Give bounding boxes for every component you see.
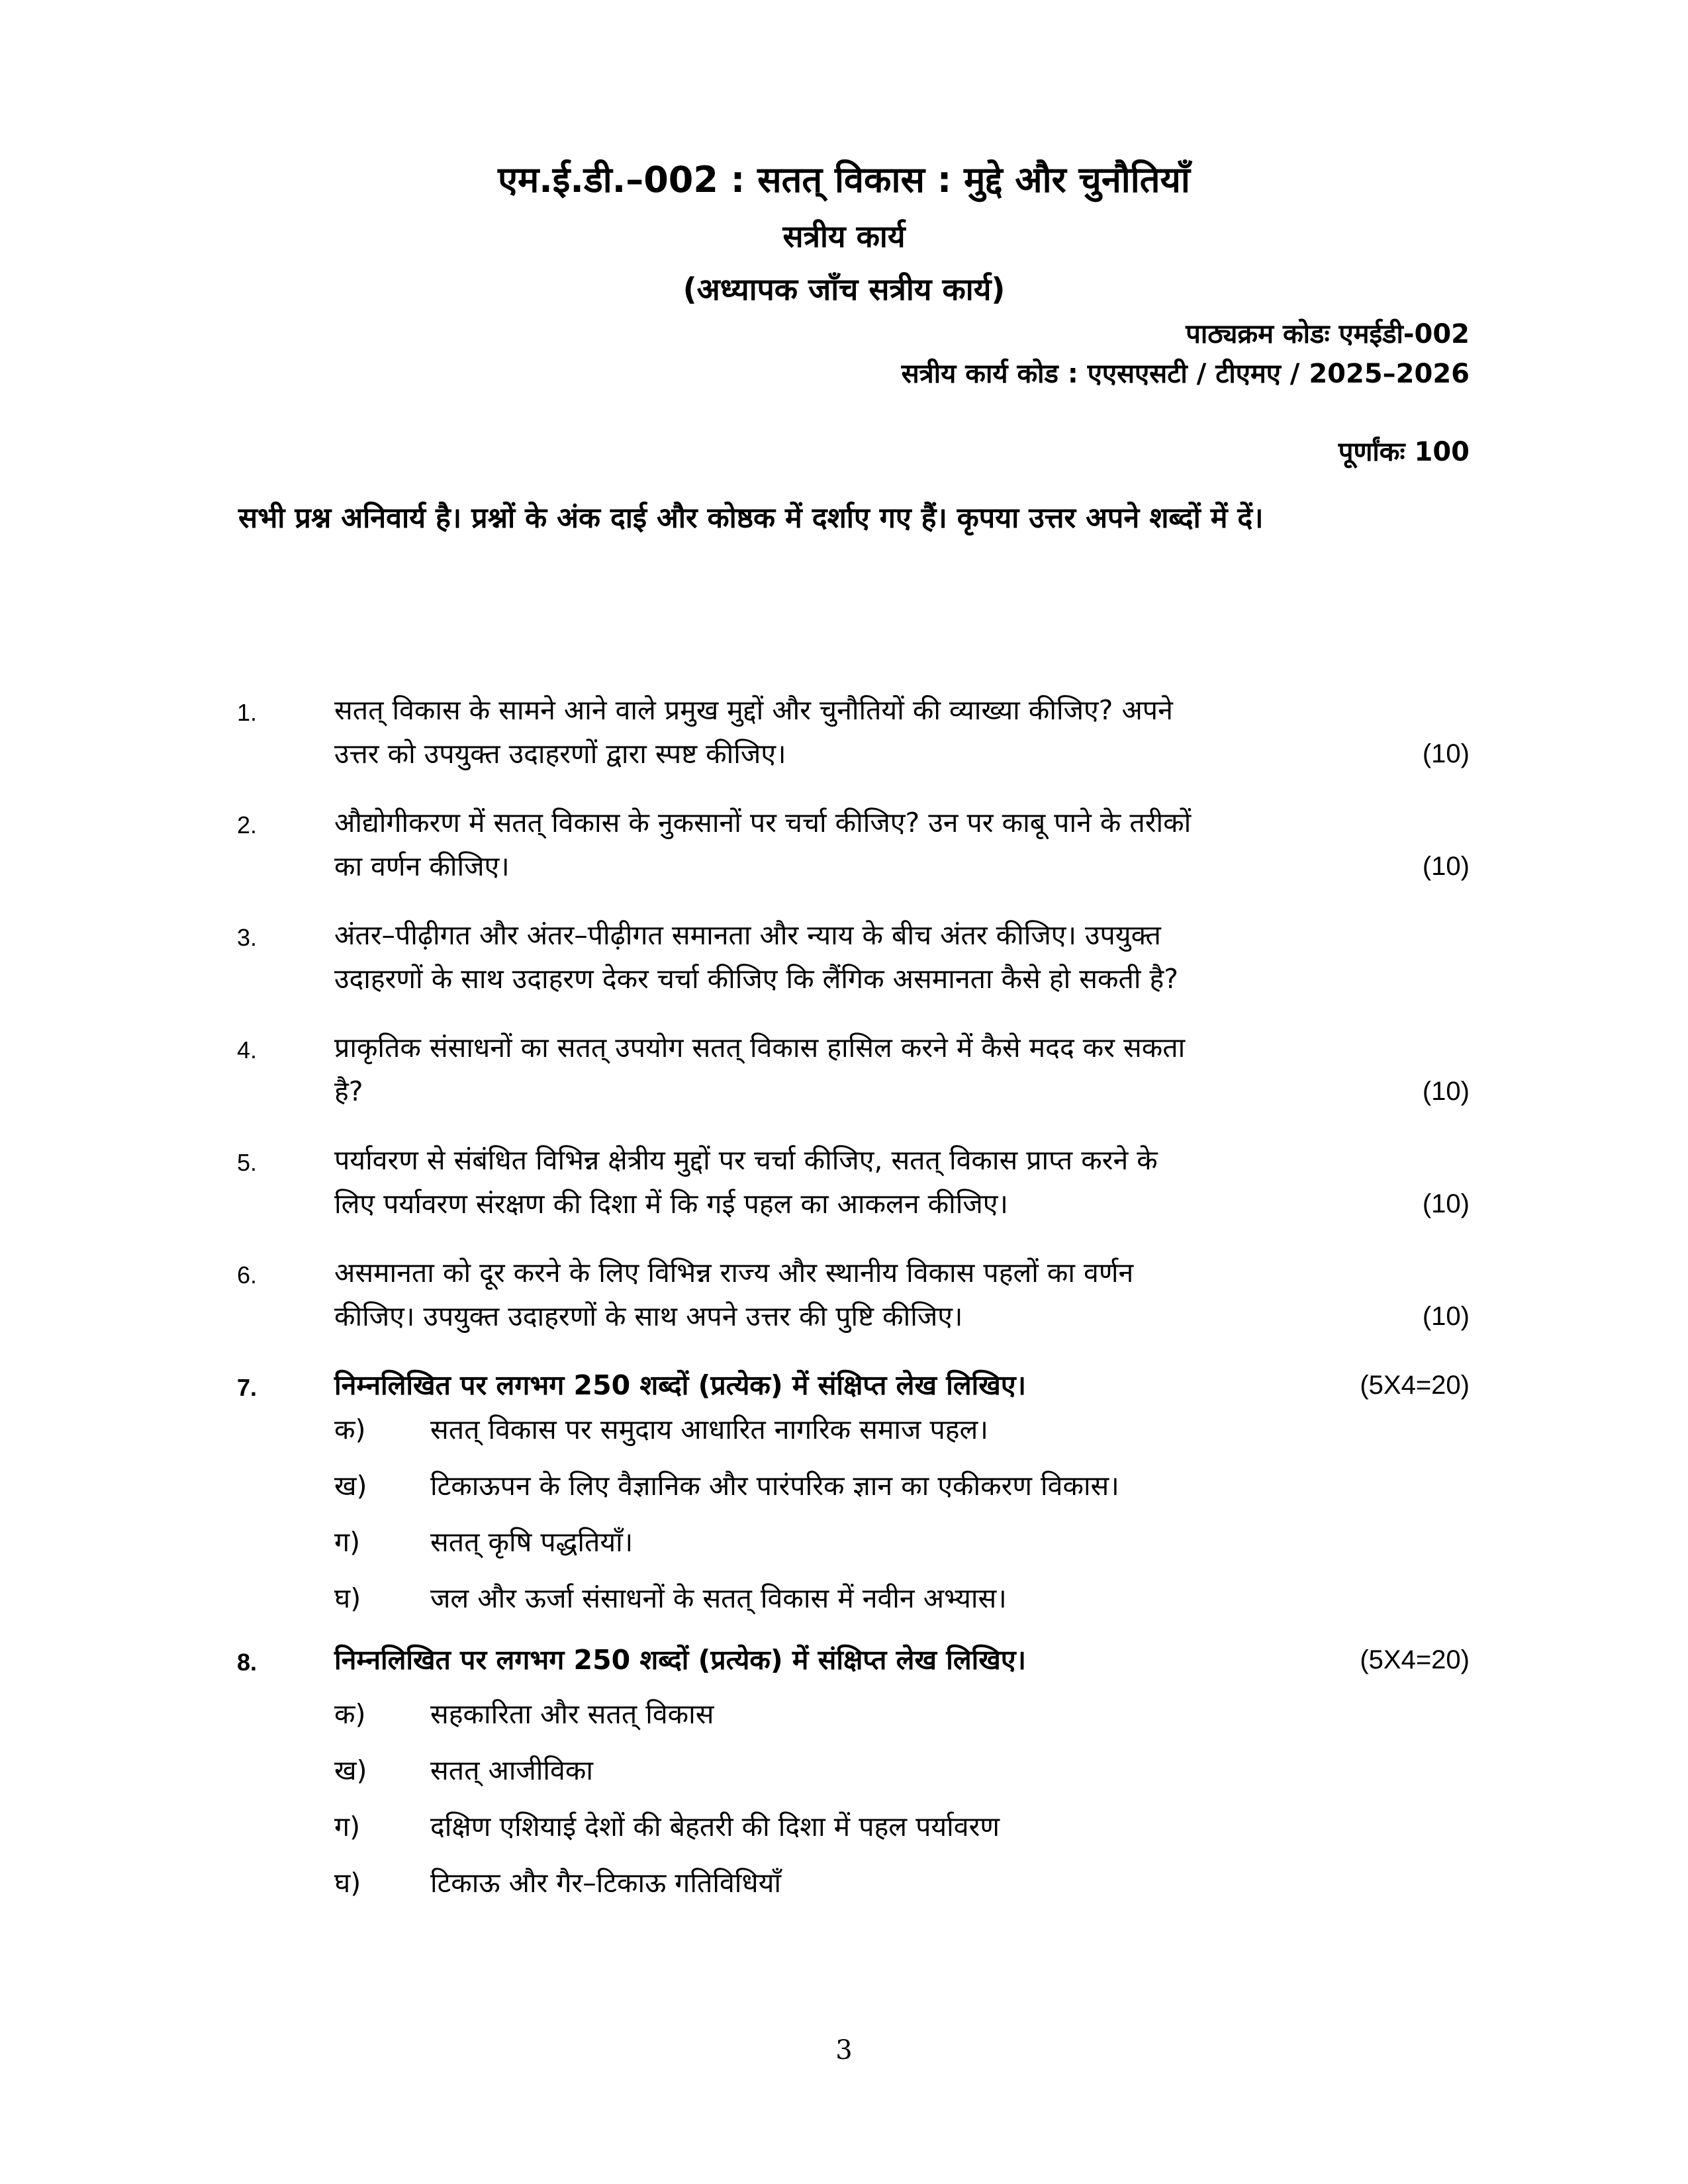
question-text [334, 688, 1427, 776]
question-line: असमानता को दूर करने के लिए विभिन्न राज्य और स्थानीय विकास पहलों का वर्णन [334, 1257, 1134, 1289]
sub-question-text: टिकाऊ और गैर–टिकाऊ गतिविधियाँ [430, 1867, 782, 1899]
sub-question-label: ख) [334, 1754, 367, 1786]
question-line: पर्यावरण से संबंधित विभिन्न क्षेत्रीय मुद्दों पर चर्चा कीजिए, सतत् विकास प्राप्त करने के [334, 1144, 1158, 1176]
question-text [334, 1138, 1427, 1226]
max-marks: पूर्णांकः 100 [1338, 437, 1470, 467]
question-text [334, 913, 1427, 1001]
sub-question-label: ख) [334, 1470, 367, 1502]
question-line: अंतर–पीढ़ीगत और अंतर–पीढ़ीगत समानता और न्याय के बीच अंतर कीजिए। उपयुक्त [334, 919, 1161, 951]
page-subtitle-2: (अध्यापक जाँच सत्रीय कार्य) [682, 271, 1006, 307]
assignment-code: सत्रीय कार्य कोड : एएसएसटी / टीएमए / 2025–2026 [901, 359, 1470, 389]
page-title: एम.ई.डी.–002 : सतत् विकास : मुद्दे और चुनौतियाँ [498, 159, 1190, 201]
question-number: 6. [237, 1261, 258, 1289]
sub-question-text: टिकाऊपन के लिए वैज्ञानिक और पारंपरिक ज्ञान का एकीकरण विकास। [430, 1470, 1119, 1502]
sub-question-label: ग) [334, 1526, 361, 1558]
question-line: है? [334, 1075, 363, 1107]
question-marks: (5X4=20) [1360, 1645, 1470, 1674]
question-line: का वर्णन कीजिए। [334, 850, 510, 882]
instructions: सभी प्रश्न अनिवार्य है। प्रश्नों के अंक दाई और कोष्ठक में दर्शाए गए हैं। कृपया उत्तर अपने शब्दों में दें। [238, 502, 1264, 535]
question-marks: (5X4=20) [1360, 1371, 1470, 1400]
question-text [334, 801, 1427, 888]
question-number: 2. [237, 811, 258, 839]
sub-question-text: दक्षिण एशियाई देशों की बेहतरी की दिशा में पहल पर्यावरण [430, 1811, 1000, 1843]
question-number: 1. [237, 699, 258, 726]
sub-question-label: क) [334, 1414, 366, 1445]
question-marks: (10) [1422, 1302, 1470, 1331]
question-number: 3. [237, 924, 258, 951]
page-number: 3 [835, 2035, 853, 2066]
question-line: कीजिए। उपयुक्त उदाहरणों के साथ अपने उत्तर की पुष्टि कीजिए। [334, 1300, 963, 1332]
question-marks: (10) [1422, 1077, 1470, 1106]
question-text: निम्नलिखित पर लगभग 250 शब्दों (प्रत्येक) में संक्षिप्त लेख लिखिए। [334, 1644, 1027, 1676]
question-text [334, 1026, 1427, 1113]
sub-question-text: सतत् आजीविका [430, 1754, 593, 1786]
question-line: उत्तर को उपयुक्त उदाहरणों द्वारा स्पष्ट कीजिए। [334, 738, 786, 770]
question-number: 5. [237, 1149, 258, 1176]
sub-question-label: घ) [334, 1582, 361, 1614]
question-text [334, 1251, 1427, 1338]
sub-question-text: सतत् कृषि पद्धतियाँ। [430, 1526, 633, 1558]
question-line: उदाहरणों के साथ उदाहरण देकर चर्चा कीजिए कि लैंगिक असमानता कैसे हो सकती है? [334, 963, 1179, 995]
page-subtitle: सत्रीय कार्य [782, 218, 906, 254]
question-marks: (10) [1422, 852, 1470, 881]
sub-question-text: सहकारिता और सतत् विकास [430, 1698, 714, 1730]
question-line: औद्योगीकरण में सतत् विकास के नुकसानों पर चर्चा कीजिए? उन पर काबू पाने के तरीकों [334, 807, 1192, 839]
sub-question-text: सतत् विकास पर समुदाय आधारित नागरिक समाज पहल। [430, 1414, 988, 1445]
question-line: सतत् विकास के सामने आने वाले प्रमुख मुद्दों और चुनौतियों की व्याख्या कीजिए? अपने [334, 694, 1173, 726]
sub-question-label: ग) [334, 1811, 361, 1843]
sub-question-text: जल और ऊर्जा संसाधनों के सतत् विकास में नवीन अभ्यास। [430, 1582, 1007, 1614]
sub-question-label: घ) [334, 1867, 361, 1899]
question-number: 4. [237, 1036, 258, 1064]
question-text: निम्नलिखित पर लगभग 250 शब्दों (प्रत्येक) में संक्षिप्त लेख लिखिए। [334, 1369, 1027, 1401]
question-number: 8. [237, 1649, 258, 1676]
question-number: 7. [237, 1374, 258, 1401]
question-line: लिए पर्यावरण संरक्षण की दिशा में कि गई पहल का आकलन कीजिए। [334, 1188, 1008, 1220]
question-marks: (10) [1422, 739, 1470, 768]
question-line: प्राकृतिक संसाधनों का सतत् उपयोग सतत् विकास हासिल करने में कैसे मदद कर सकता [334, 1032, 1186, 1064]
question-marks: (10) [1422, 1189, 1470, 1218]
course-code: पाठ्यक्रम कोडः एमईडी-002 [1186, 319, 1470, 349]
sub-question-label: क) [334, 1698, 366, 1730]
